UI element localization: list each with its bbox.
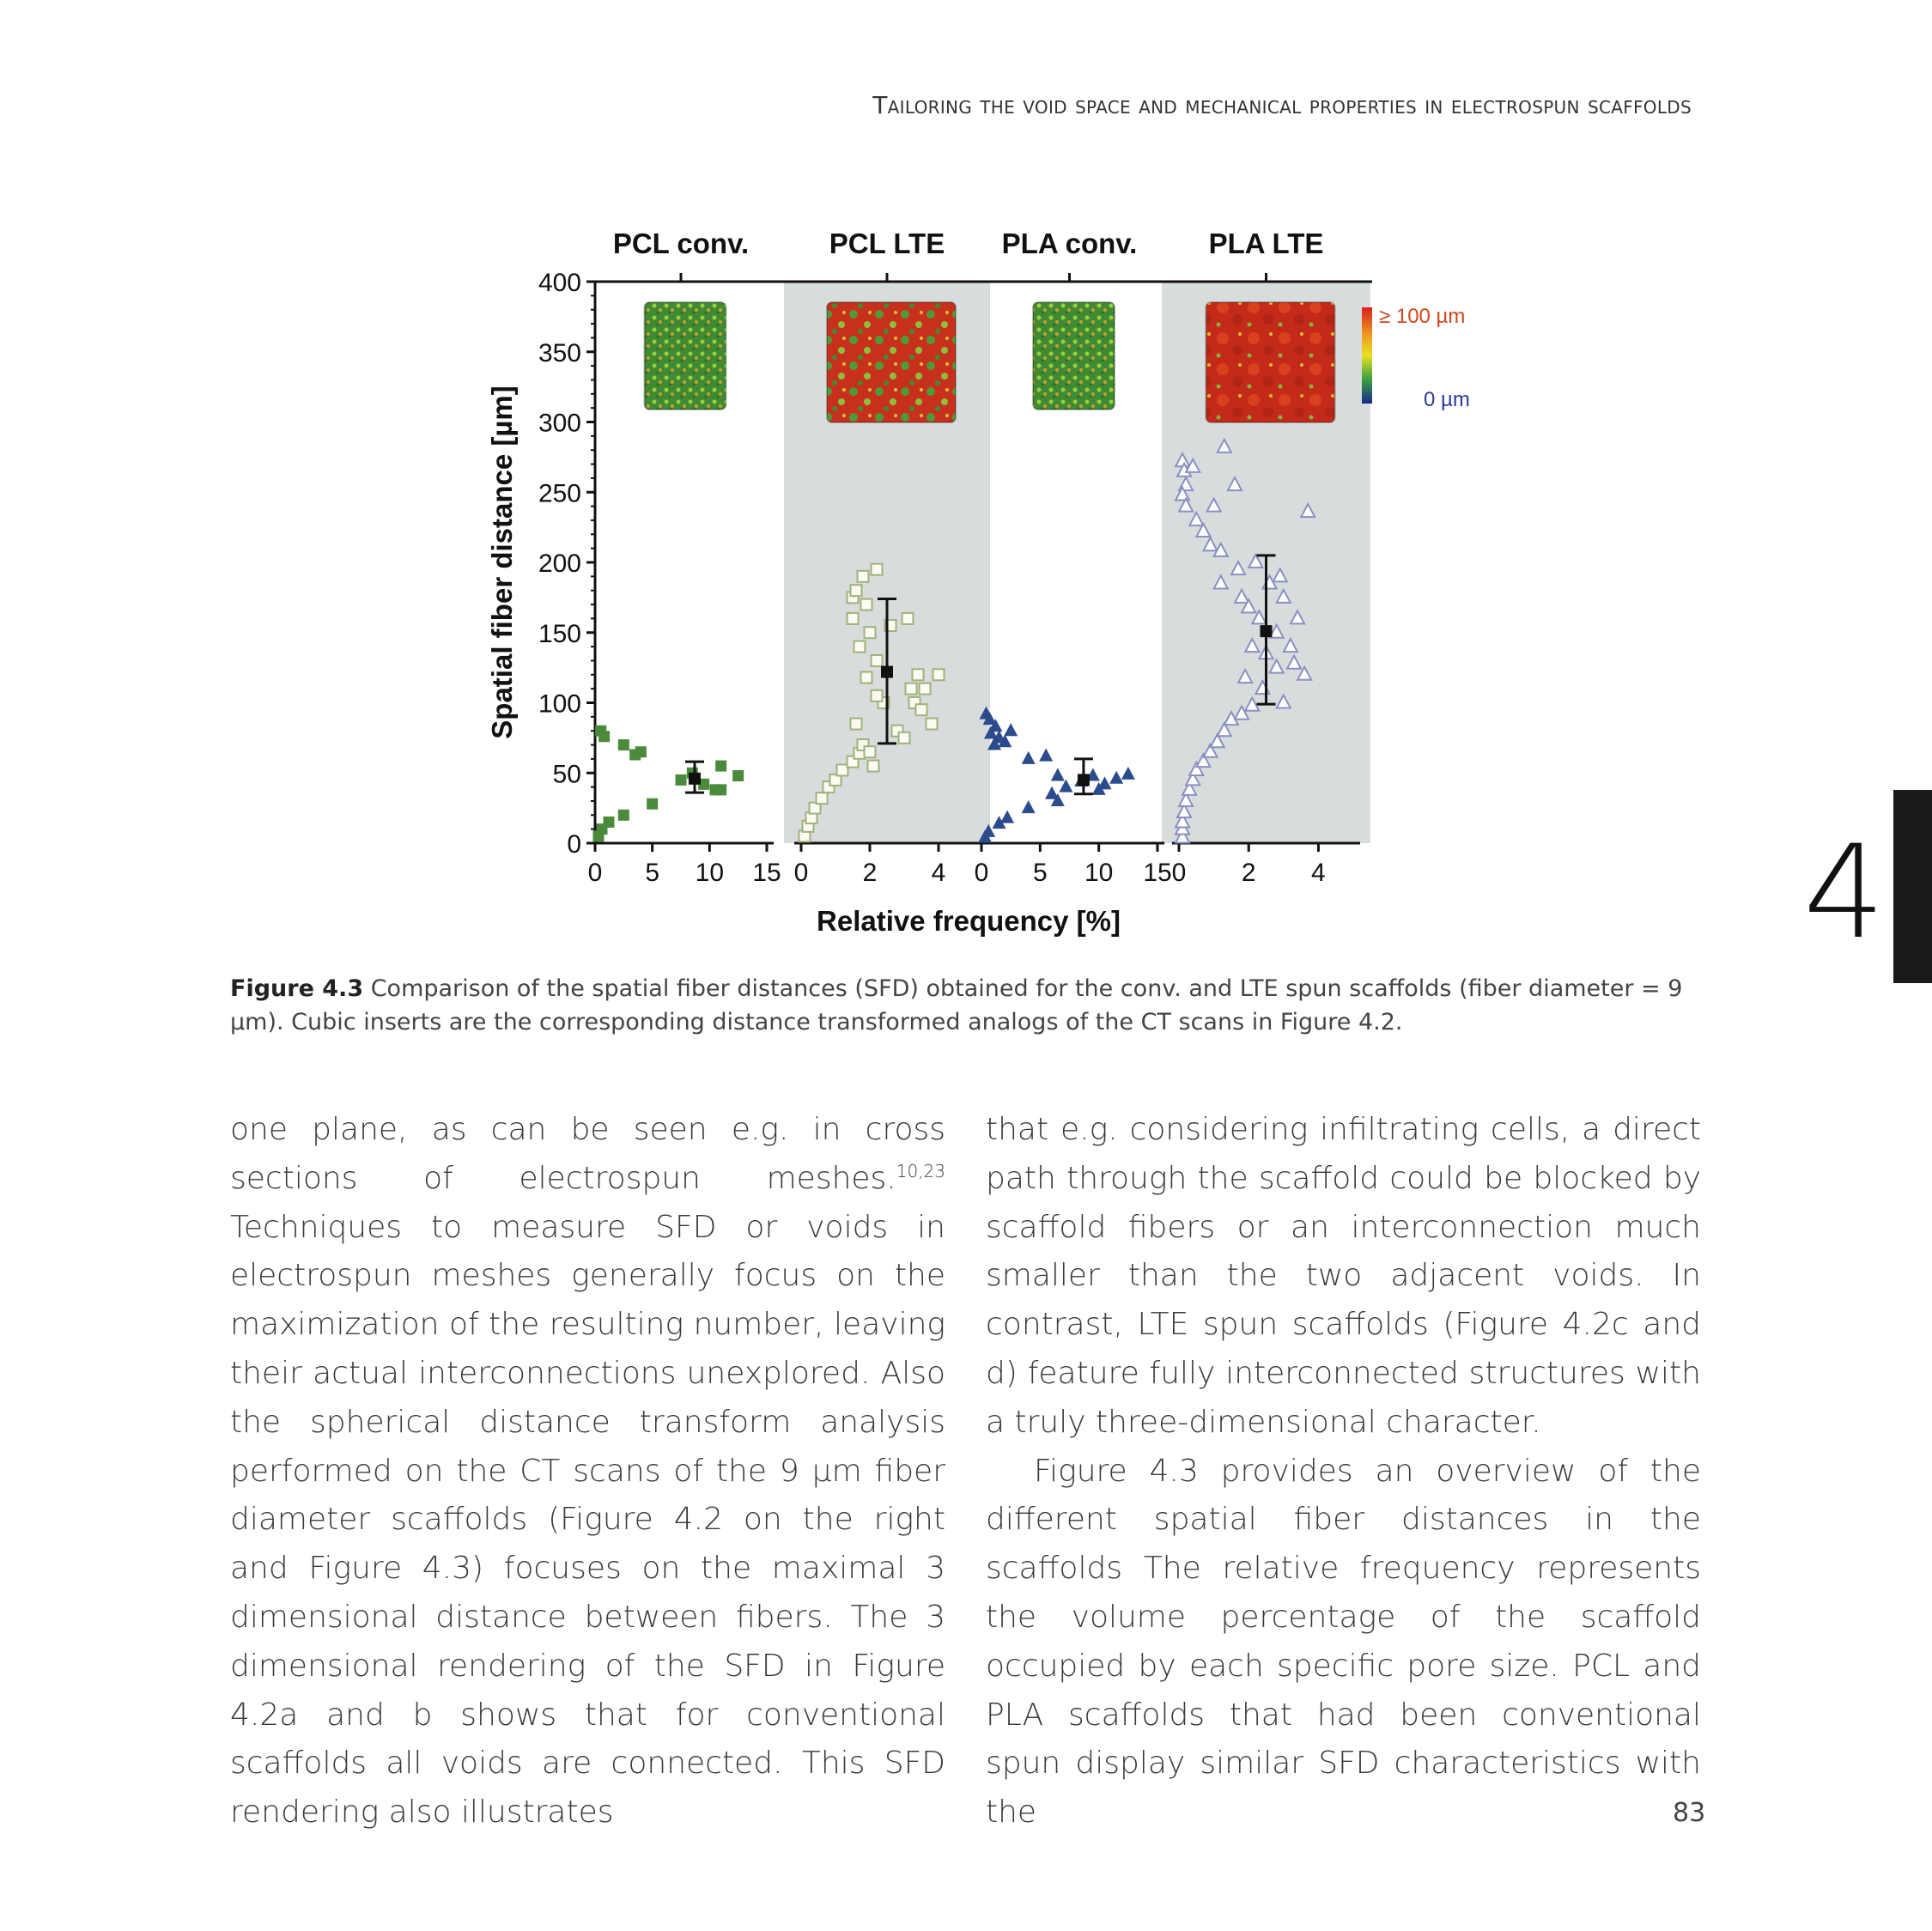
data-point: [1000, 811, 1014, 823]
data-point: [861, 672, 872, 683]
data-point: [848, 613, 859, 624]
panel-title: PLA LTE: [1208, 228, 1324, 259]
sfd-chart: [410, 206, 1523, 969]
chapter-number: 4: [1803, 818, 1886, 968]
x-tick-label: 15: [752, 859, 781, 887]
x-tick-label: 10: [1084, 859, 1114, 887]
data-point: [858, 571, 869, 582]
data-point: [861, 599, 872, 610]
data-point: [1004, 723, 1018, 736]
data-point: [647, 799, 658, 810]
data-point: [927, 719, 938, 730]
data-point: [1109, 771, 1123, 784]
x-tick-label: 5: [1032, 859, 1048, 887]
y-tick-label: 250: [538, 479, 581, 508]
y-tick-label: 400: [538, 269, 581, 297]
data-point: [851, 719, 862, 730]
data-point: [916, 704, 927, 715]
x-tick-label: 0: [587, 859, 603, 887]
data-point: [854, 641, 866, 653]
x-tick-label: 5: [645, 859, 660, 887]
body-left-text-2: Techniques to measure SFD or voids in electrospun meshes generally focus on the maximization of the resulting number, leaving their actual interconnections unexplored. Also the spherical distance transform analysis performed on the CT scans of the 9 µm fiber diameter scaffolds (Figure 4.2 on the right and Figure 4.3) focuses on the maximal 3 dimensional distance between fibers. The 3 dimensional rendering of the SFD in Figure 4.2a and b shows that for conventional scaffolds all voids are connected. This SFD rendering also illustrates: [230, 1209, 945, 1831]
mean-marker: [1078, 774, 1090, 786]
data-point: [868, 761, 879, 772]
x-tick-label: 4: [931, 859, 946, 887]
figure-caption: [230, 972, 1704, 1039]
y-tick-label: 50: [552, 760, 581, 789]
panel-title: PCL LTE: [829, 228, 945, 259]
y-tick-label: 100: [538, 689, 581, 719]
colorbar-min-label: 0 µm: [1424, 388, 1470, 411]
cube-insert: [827, 302, 956, 422]
data-point: [1039, 749, 1053, 762]
data-point: [604, 817, 615, 828]
data-point: [817, 792, 828, 804]
x-tick-label: 4: [1311, 859, 1326, 887]
data-point: [715, 761, 726, 772]
figure-4-3: [410, 206, 1523, 969]
colorbar: [1362, 307, 1372, 404]
data-point: [913, 669, 924, 680]
y-tick-label: 150: [538, 619, 581, 648]
x-tick-label: 0: [974, 859, 989, 887]
chapter-tab: [1893, 790, 1932, 983]
mean-marker: [1261, 625, 1273, 637]
y-tick-label: 200: [538, 550, 581, 578]
x-tick-label: 10: [695, 859, 725, 887]
y-tick-label: 300: [538, 409, 581, 438]
figure-label: Figure 4.3: [230, 975, 364, 1002]
data-point: [676, 774, 687, 786]
body-right-paragraph-2: Figure 4.3 provides an overview of the different spatial fiber distances in the scaffolds The relative frequency represents the volume percentage of the scaffold occupied by each specific pore size. PCL and PLA scaffolds that had been conventional spun display similar SFD characteristics with the: [986, 1453, 1701, 1831]
colorbar-max-label: ≥ 100 µm: [1379, 305, 1466, 328]
data-point: [732, 770, 744, 781]
panel-title: PCL conv.: [612, 228, 750, 259]
data-point: [902, 613, 914, 624]
data-point: [635, 746, 647, 757]
data-point: [865, 746, 876, 757]
data-point: [618, 810, 629, 821]
data-point: [1051, 768, 1065, 781]
x-tick-label: 0: [793, 859, 809, 887]
citation-superscript: 10,23: [896, 1160, 945, 1181]
x-axis-label: Relative frequency [%]: [817, 905, 1121, 937]
data-point: [851, 585, 862, 596]
y-tick-label: 0: [567, 830, 581, 859]
data-point: [1022, 800, 1036, 813]
cube-insert: [1033, 302, 1115, 410]
data-point: [1121, 767, 1135, 780]
data-point: [1059, 780, 1072, 792]
body-left-text-1: one plane, as can be seen e.g. in cross sections of electrospun meshes.: [230, 1112, 945, 1196]
data-point: [872, 690, 883, 701]
data-point: [865, 627, 876, 638]
data-point: [715, 784, 726, 795]
body-right-column: [986, 1106, 1701, 1837]
y-tick-label: 350: [538, 338, 581, 367]
figure-caption-text: Comparison of the spatial fiber distances (SFD) obtained for the conv. and LTE spun scaffolds (fiber diameter = 9 µm). Cubic inserts are the corresponding distance transformed analogs of the CT scans in Figure 4.2.: [230, 975, 1683, 1035]
data-point: [1022, 751, 1036, 764]
mean-marker: [881, 666, 893, 678]
cube-insert: [1206, 302, 1335, 422]
x-tick-label: 2: [862, 859, 878, 887]
data-point: [872, 564, 883, 575]
page-number: 83: [1673, 1798, 1706, 1828]
running-header: Tailoring the void space and mechanical properties in electrospun scaffolds: [872, 91, 1692, 119]
data-point: [920, 683, 931, 695]
body-left-column: [230, 1106, 945, 1837]
data-point: [598, 731, 610, 742]
data-point: [933, 669, 945, 680]
x-tick-label: 15: [1143, 859, 1172, 887]
data-point: [899, 732, 910, 744]
data-point: [906, 683, 917, 695]
panel-title: PLA conv.: [1001, 228, 1138, 259]
cube-insert: [645, 302, 726, 410]
mean-marker: [689, 773, 701, 785]
y-axis-label: Spatial fiber distance [µm]: [486, 386, 518, 739]
x-tick-label: 0: [1171, 859, 1187, 887]
x-tick-label: 2: [1241, 859, 1256, 887]
data-point: [872, 655, 883, 666]
data-point: [618, 739, 629, 750]
body-right-paragraph-1: that e.g. considering infiltrating cells, a direct path through the scaffold could be blocked by scaffold fibers or an interconnection much smaller than the two adjacent voids. In contrast, LTE spun scaffolds (Figure 4.2c and d) feature fully interconnected structures with a truly three-dimensional character.: [986, 1112, 1701, 1440]
